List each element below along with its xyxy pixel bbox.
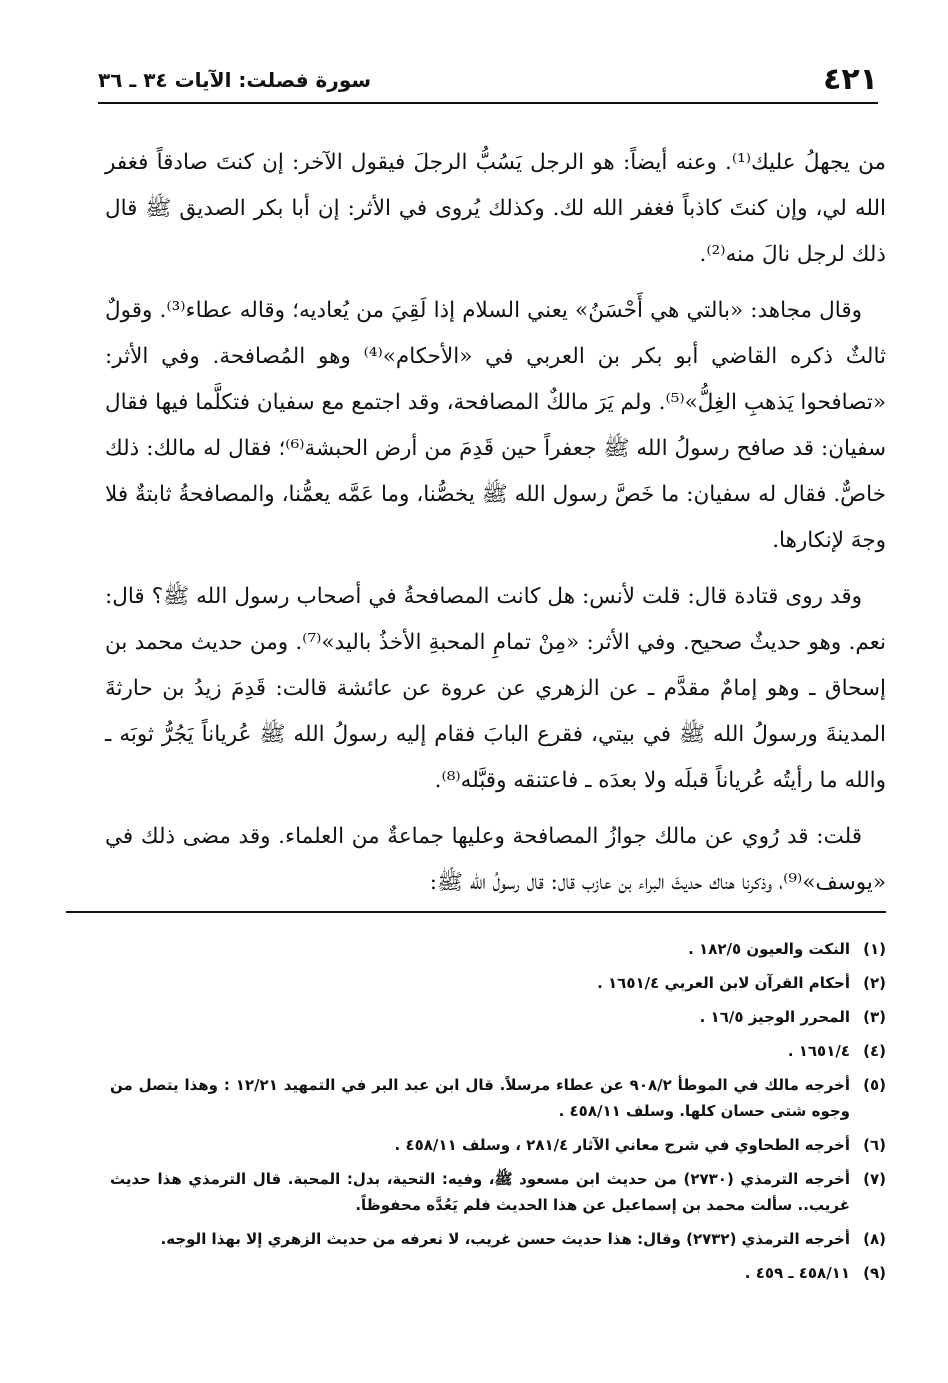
footnote-number: (٧) [863, 1170, 886, 1188]
footnote-text: النكت والعيون ١٨٢/٥ . [688, 940, 850, 958]
footnote-text: ٤٥٨/١١ ـ ٤٥٩ . [744, 1264, 850, 1282]
footnote [110, 1072, 886, 1124]
footnote [110, 1260, 886, 1286]
page-number: ٤٢١ [823, 62, 878, 97]
footnote-number: (١) [863, 940, 886, 958]
footnote-text: أخرجه الترمذي (٢٧٣٠) من حديث ابن مسعود ﷺ، وفيه: التحية، بدل: المحبة. قال الترمذي هذا حديث غريب.. سألت محمد بن إسماعيل عن هذا الحديث فلم يَعُدَّه محفوظاً. [110, 1170, 850, 1214]
footnote-text: أحكام القرآن لابن العربي ١٦٥١/٤ . [597, 974, 850, 992]
footnote [110, 1132, 886, 1158]
paragraph: من يجهلُ عليك⁽¹⁾. وعنه أيضاً: هو الرجل يَسُبُّ الرجلَ فيقول الآخر: إن كنتَ صادقاً فغفر الله لي، وإن كنتَ كاذباً فغفر الله لك. وكذلك يُروى في الأثر: إن أبا بكر الصديق ﷺ قال ذلك لرجل نالَ منه⁽²⁾. [105, 150, 886, 267]
footnote-number: (٢) [863, 974, 886, 992]
footnote-number: (٣) [863, 1008, 886, 1026]
footnotes [110, 936, 886, 1294]
footnote-number: (٩) [863, 1264, 886, 1282]
footnote [110, 1038, 886, 1064]
footnote-text: أخرجه الطحاوي في شرح معاني الآثار ٢٨١/٤ ، وسلف ٤٥٨/١١ . [394, 1136, 850, 1154]
footnote [110, 1004, 886, 1030]
footnote-number: (٨) [863, 1230, 886, 1248]
header-divider [98, 102, 878, 104]
footnote [110, 1166, 886, 1218]
footnote [110, 1226, 886, 1252]
running-title: سورة فصلت: الآيات ٣٤ ـ ٣٦ [98, 68, 372, 92]
paragraph: وقد روى قتادة قال: قلت لأنس: هل كانت المصافحةُ في أصحاب رسول الله ﷺ؟ قال: نعم. وهو حديثٌ صحيح. وفي الأثر: «مِنْ تمامِ المحبةِ الأخذُ باليد»⁽⁷⁾. ومن حديث محمد بن إسحاق ـ وهو إمامٌ مقدَّم ـ عن الزهري عن عروة عن عائشة قالت: قَدِمَ زيدُ بن حارثةَ المدينةَ ورسولُ الله ﷺ في بيتي، فقرع البابَ فقام إليه رسولُ الله ﷺ عُرياناً يَجُرُّ ثوبَه ـ والله ما رأيتُه عُرياناً قبلَه ولا بعدَه ـ فاعتنقه وقبَّله⁽⁸⁾. [105, 584, 886, 793]
footnote-text: ١٦٥١/٤ . [787, 1042, 850, 1060]
footnote-number: (٤) [863, 1042, 886, 1060]
paragraph: قلت: قد رُوي عن مالك جوازُ المصافحة وعليها جماعةٌ من العلماء. وقد مضى ذلك في «يوسف»⁽⁹⁾، وذكرنا هناك حديثَ البراء بن عازب قال: قال رسولُ الله ﷺ: [105, 824, 886, 895]
footnote-divider [66, 911, 886, 913]
footnote-text: أخرجه الترمذي (٢٧٣٢) وقال: هذا حديث حسن غريب، لا نعرفه من حديث الزهري إلا بهذا الوجه. [160, 1230, 850, 1248]
page-header [98, 62, 878, 100]
footnote-number: (٦) [863, 1136, 886, 1154]
footnote [110, 970, 886, 996]
paragraph: وقال مجاهد: «بالتي هي أَحْسَنُ» يعني السلام إذا لَقِيَ من يُعاديه؛ وقاله عطاء⁽³⁾. وقولٌ ثالثٌ ذكره القاضي أبو بكر بن العربي في «الأحكام»⁽⁴⁾ وهو المُصافحة. وفي الأثر: «تصافحوا يَذهبِ الغِلُّ»⁽⁵⁾. ولم يَرَ مالكٌ المصافحة، وقد اجتمع مع سفيان فتكلَّما فيها فقال سفيان: قد صافح رسولُ الله ﷺ جعفراً حين قَدِمَ من أرض الحبشة⁽⁶⁾؛ فقال له مالك: ذلك خاصٌّ. فقال له سفيان: ما خَصَّ رسول الله ﷺ يخصُّنا، وما عَمَّه يعمُّنا، والمصافحةُ ثابتةٌ فلا وجهَ لإنكارها. [105, 298, 886, 553]
footnote-text: أخرجه مالك في الموطأ ٩٠٨/٢ عن عطاء مرسلاً. قال ابن عبد البر في التمهيد ١٢/٢١ : وهذا يتصل من وجوه شتى حسان كلها. وسلف ٤٥٨/١١ . [110, 1076, 850, 1120]
footnote [110, 936, 886, 962]
footnote-number: (٥) [863, 1076, 886, 1094]
main-text [105, 140, 886, 916]
footnote-text: المحرر الوجيز ١٦/٥ . [699, 1008, 850, 1026]
